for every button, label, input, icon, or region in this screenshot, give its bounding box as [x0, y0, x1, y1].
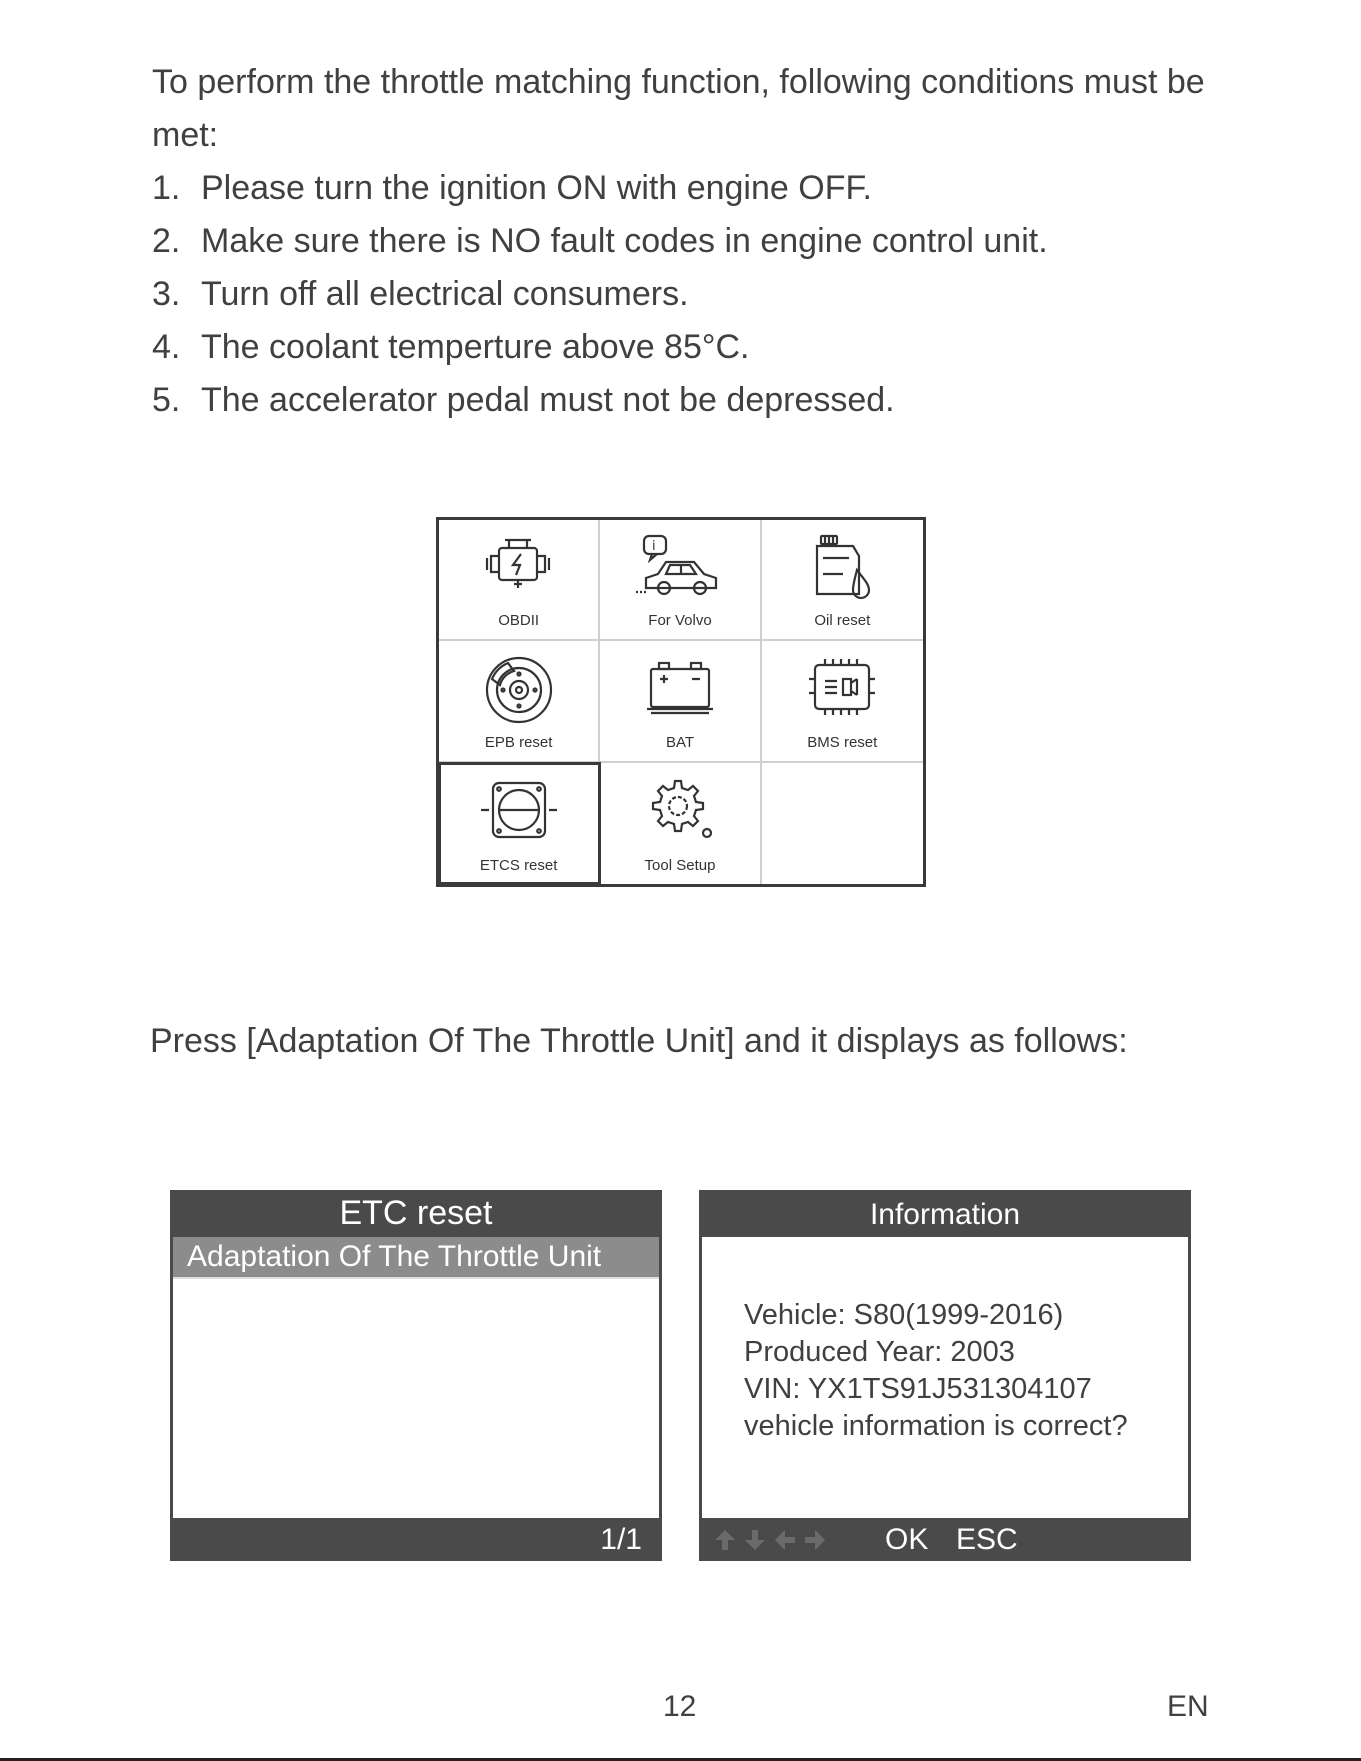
arrow-left-icon[interactable] [773, 1528, 797, 1552]
information-screen [699, 1190, 1191, 1561]
main-menu-grid [436, 517, 926, 887]
brake-disc-icon [484, 655, 554, 725]
menu-item-epb-reset[interactable] [439, 641, 600, 762]
page-indicator: 1/1 [600, 1523, 642, 1556]
menu-item-label: Oil reset [814, 612, 871, 630]
menu-item-bms-reset[interactable] [762, 641, 923, 762]
condition-item: 3. Turn off all electrical consumers. [152, 275, 689, 313]
arrow-down-icon[interactable] [743, 1528, 767, 1552]
svg-text:i: i [651, 539, 656, 554]
menu-item-bat[interactable] [600, 641, 761, 762]
menu-item-tool-setup[interactable] [600, 763, 761, 884]
screen-body [702, 1237, 1188, 1518]
screen-body [173, 1237, 659, 1518]
oil-can-icon [807, 534, 877, 600]
page-number: 12 [663, 1690, 697, 1723]
menu-item-label: Tool Setup [644, 857, 716, 874]
car-info-icon [632, 534, 728, 600]
ok-button[interactable]: OK [885, 1523, 929, 1556]
battery-icon [645, 655, 715, 717]
vin-line: VIN: YX1TS91J531304107 [744, 1373, 1092, 1405]
arrow-up-icon[interactable] [713, 1528, 737, 1552]
bms-chip-icon [807, 655, 877, 721]
screen-footer [170, 1518, 662, 1561]
vehicle-info [744, 1297, 1128, 1445]
esc-button[interactable]: ESC [956, 1523, 1018, 1556]
condition-item: 1. Please turn the ignition ON with engine OFF. [152, 169, 872, 207]
gear-icon [643, 777, 717, 843]
menu-item-oil-reset[interactable] [762, 520, 923, 641]
engine-icon [479, 534, 559, 596]
conditions-list [152, 162, 1222, 427]
menu-item-obdii[interactable] [439, 520, 600, 641]
menu-item-label: ETCS reset [479, 857, 558, 874]
condition-item: 5. The accelerator pedal must not be depressed. [152, 381, 895, 419]
nav-arrows [713, 1528, 827, 1552]
screen-title: ETC reset [339, 1194, 493, 1232]
screen-footer [699, 1518, 1191, 1561]
menu-item-label: For Volvo [648, 612, 712, 630]
menu-item-label: BAT [665, 733, 695, 751]
menu-item-adaptation-throttle-unit[interactable]: Adaptation Of The Throttle Unit [173, 1237, 659, 1279]
intro-paragraph: To perform the throttle matching function, following conditions must be met: [152, 63, 1205, 154]
menu-item-for-volvo[interactable] [600, 520, 761, 641]
menu-item-label: BMS reset [807, 733, 878, 751]
vehicle-line: Vehicle: S80(1999-2016) [744, 1299, 1064, 1331]
menu-empty-cell [762, 763, 923, 884]
menu-item-label: OBDII [498, 612, 540, 630]
conditions-section [152, 56, 1222, 427]
screen-title: Information [869, 1198, 1021, 1231]
throttle-body-icon [479, 777, 559, 843]
arrow-right-icon[interactable] [803, 1528, 827, 1552]
condition-item: 2. Make sure there is NO fault codes in engine control unit. [152, 222, 1048, 260]
menu-item-etcs-reset[interactable] [439, 763, 600, 884]
condition-item: 4. The coolant temperture above 85°C. [152, 328, 750, 366]
instruction-text: Press [Adaptation Of The Throttle Unit] and it displays as follows: [150, 1022, 1128, 1060]
menu-item-label: EPB reset [484, 733, 553, 751]
confirm-question: vehicle information is correct? [744, 1410, 1128, 1442]
produced-year-line: Produced Year: 2003 [744, 1336, 1015, 1368]
language-code: EN [1167, 1690, 1209, 1723]
etc-reset-screen [170, 1190, 662, 1561]
